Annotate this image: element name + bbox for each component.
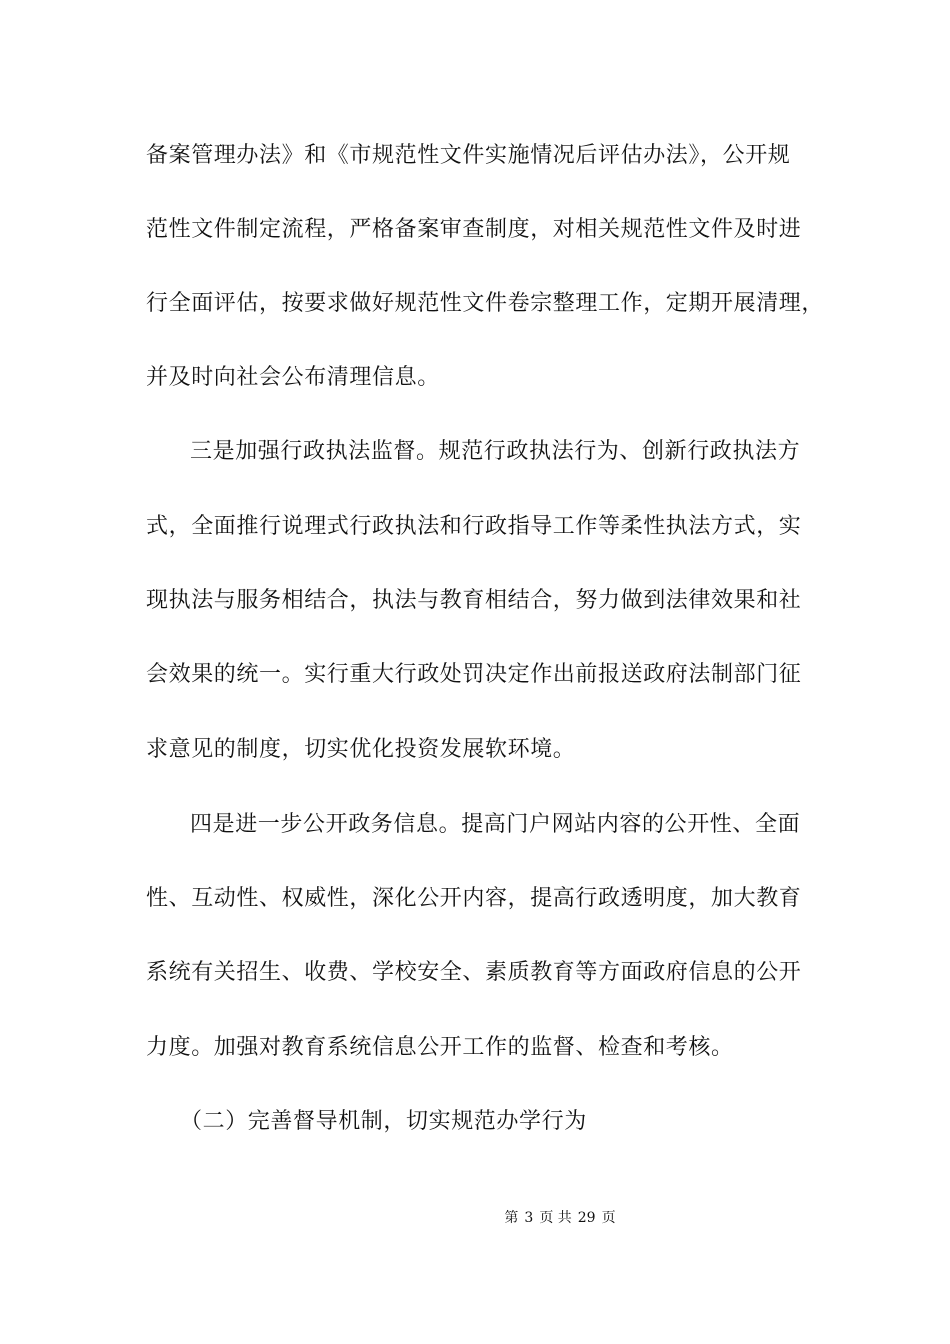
- text-line: 性、互动性、权威性，深化公开内容，提高行政透明度，加大教育: [146, 886, 802, 911]
- footer-current-page: 3: [524, 1210, 534, 1226]
- paragraph-start-line: 四是进一步公开政务信息。提高门户网站内容的公开性、全面: [190, 812, 801, 837]
- text-line: 会效果的统一。实行重大行政处罚决定作出前报送政府法制部门征: [146, 662, 802, 687]
- text-line: 求意见的制度，切实优化投资发展软环境。: [146, 737, 576, 762]
- footer-suffix: 页: [601, 1210, 616, 1226]
- page-footer: [0, 1208, 950, 1228]
- section-heading: （二）完善督导机制，切实规范办学行为: [180, 1109, 587, 1134]
- text-line: 行全面评估，按要求做好规范性文件卷宗整理工作，定期开展清理，: [146, 291, 825, 316]
- text-line: 范性文件制定流程，严格备案审查制度，对相关规范性文件及时进: [146, 217, 802, 242]
- text-line: 现执法与服务相结合，执法与教育相结合，努力做到法律效果和社: [146, 588, 802, 613]
- footer-prefix: 第: [504, 1210, 519, 1226]
- text-line: 并及时向社会公布清理信息。: [146, 365, 440, 390]
- footer-mid: 页 共: [539, 1210, 572, 1226]
- paragraph-start-line: 三是加强行政执法监督。规范行政执法行为、创新行政执法方: [190, 439, 801, 464]
- text-line: 式，全面推行说理式行政执法和行政指导工作等柔性执法方式，实: [146, 514, 802, 539]
- text-line: 力度。加强对教育系统信息公开工作的监督、检查和考核。: [146, 1035, 734, 1060]
- text-line: 系统有关招生、收费、学校安全、素质教育等方面政府信息的公开: [146, 960, 802, 985]
- text-line: 备案管理办法》和《市规范性文件实施情况后评估办法》，公开规: [146, 143, 791, 168]
- footer-total-pages: 29: [577, 1210, 596, 1226]
